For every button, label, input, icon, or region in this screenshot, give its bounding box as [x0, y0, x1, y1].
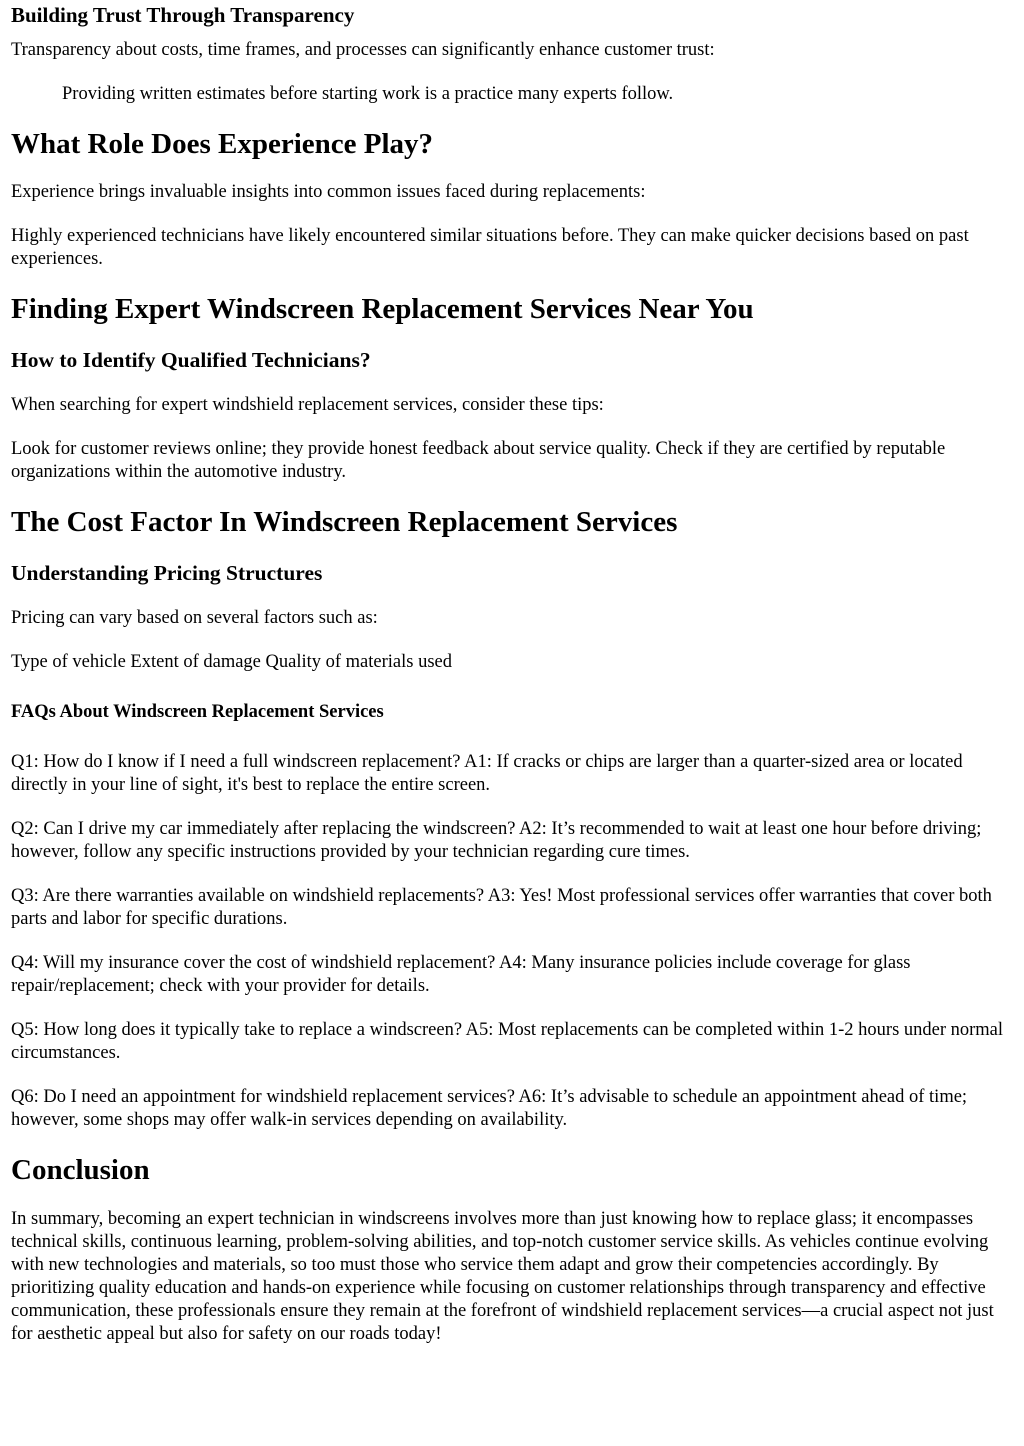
conclusion-body: In summary, becoming an expert technician in windscreens involves more than just knowing how to replace glass; it encompasses technical skills, continuous learning, problem-solving abilities, and top-notch customer service skills. As vehicles continue evolving with new technologies and materials, so too must those who service them adapt and grow their competencies accordingly. By prioritizing quality education and hands-on experience while focusing on customer relationships through transparency and effective communication, these professionals ensure they remain at the forefront of windshield replacement services—a crucial aspect not just for aesthetic appeal but also for safety on our roads today! — [11, 1209, 994, 1344]
cost-heading: The Cost Factor In Windscreen Replacement Services — [11, 506, 678, 538]
faq-item-q1: Q1: How do I know if I need a full windscreen replacement? A1: If cracks or chips are larger than a quarter-sized area or located directly in your line of sight, it's best to replace the entire screen. — [11, 752, 963, 795]
transparency-intro: Transparency about costs, time frames, and processes can significantly enhance customer trust: — [11, 40, 715, 60]
experience-heading: What Role Does Experience Play? — [11, 128, 434, 160]
experience-body: Highly experienced technicians have likely encountered similar situations before. They can make quicker decisions based on past experiences. — [11, 226, 969, 269]
finding-subheading: How to Identify Qualified Technicians? — [11, 348, 371, 372]
conclusion-heading: Conclusion — [11, 1154, 150, 1186]
finding-body: Look for customer reviews online; they provide honest feedback about service quality. Check if they are certified by reputable organizations within the automotive industry. — [11, 439, 946, 482]
faq-item-q5: Q5: How long does it typically take to replace a windscreen? A5: Most replacements can be completed within 1-2 hours under normal circumstances. — [11, 1020, 1004, 1063]
finding-heading: Finding Expert Windscreen Replacement Services Near You — [11, 293, 754, 325]
faq-item-q3: Q3: Are there warranties available on windshield replacements? A3: Yes! Most professional services offer warranties that cover both parts and labor for specific durations. — [11, 886, 992, 929]
faq-item-q4: Q4: Will my insurance cover the cost of windshield replacement? A4: Many insurance policies include coverage for glass repair/replacement; check with your provider for details. — [11, 953, 911, 996]
finding-intro: When searching for expert windshield replacement services, consider these tips: — [11, 395, 604, 415]
experience-intro: Experience brings invaluable insights into common issues faced during replacements: — [11, 182, 646, 202]
cost-factors: Type of vehicle Extent of damage Quality of materials used — [11, 652, 453, 672]
faq-item-q6: Q6: Do I need an appointment for windshield replacement services? A6: It’s advisable to schedule an appointment ahead of time; however, some shops may offer walk-in services depending on availability. — [11, 1087, 968, 1130]
faq-item-q2: Q2: Can I drive my car immediately after replacing the windscreen? A2: It’s recommended to wait at least one hour before driving; however, follow any specific instructions provided by your technician regarding cure times. — [11, 819, 982, 862]
faqs-heading: FAQs About Windscreen Replacement Services — [11, 702, 384, 722]
cost-subheading: Understanding Pricing Structures — [11, 561, 323, 585]
transparency-heading: Building Trust Through Transparency — [11, 3, 355, 27]
transparency-quote: Providing written estimates before starting work is a practice many experts follow. — [62, 84, 674, 104]
cost-intro: Pricing can vary based on several factors such as: — [11, 608, 378, 628]
